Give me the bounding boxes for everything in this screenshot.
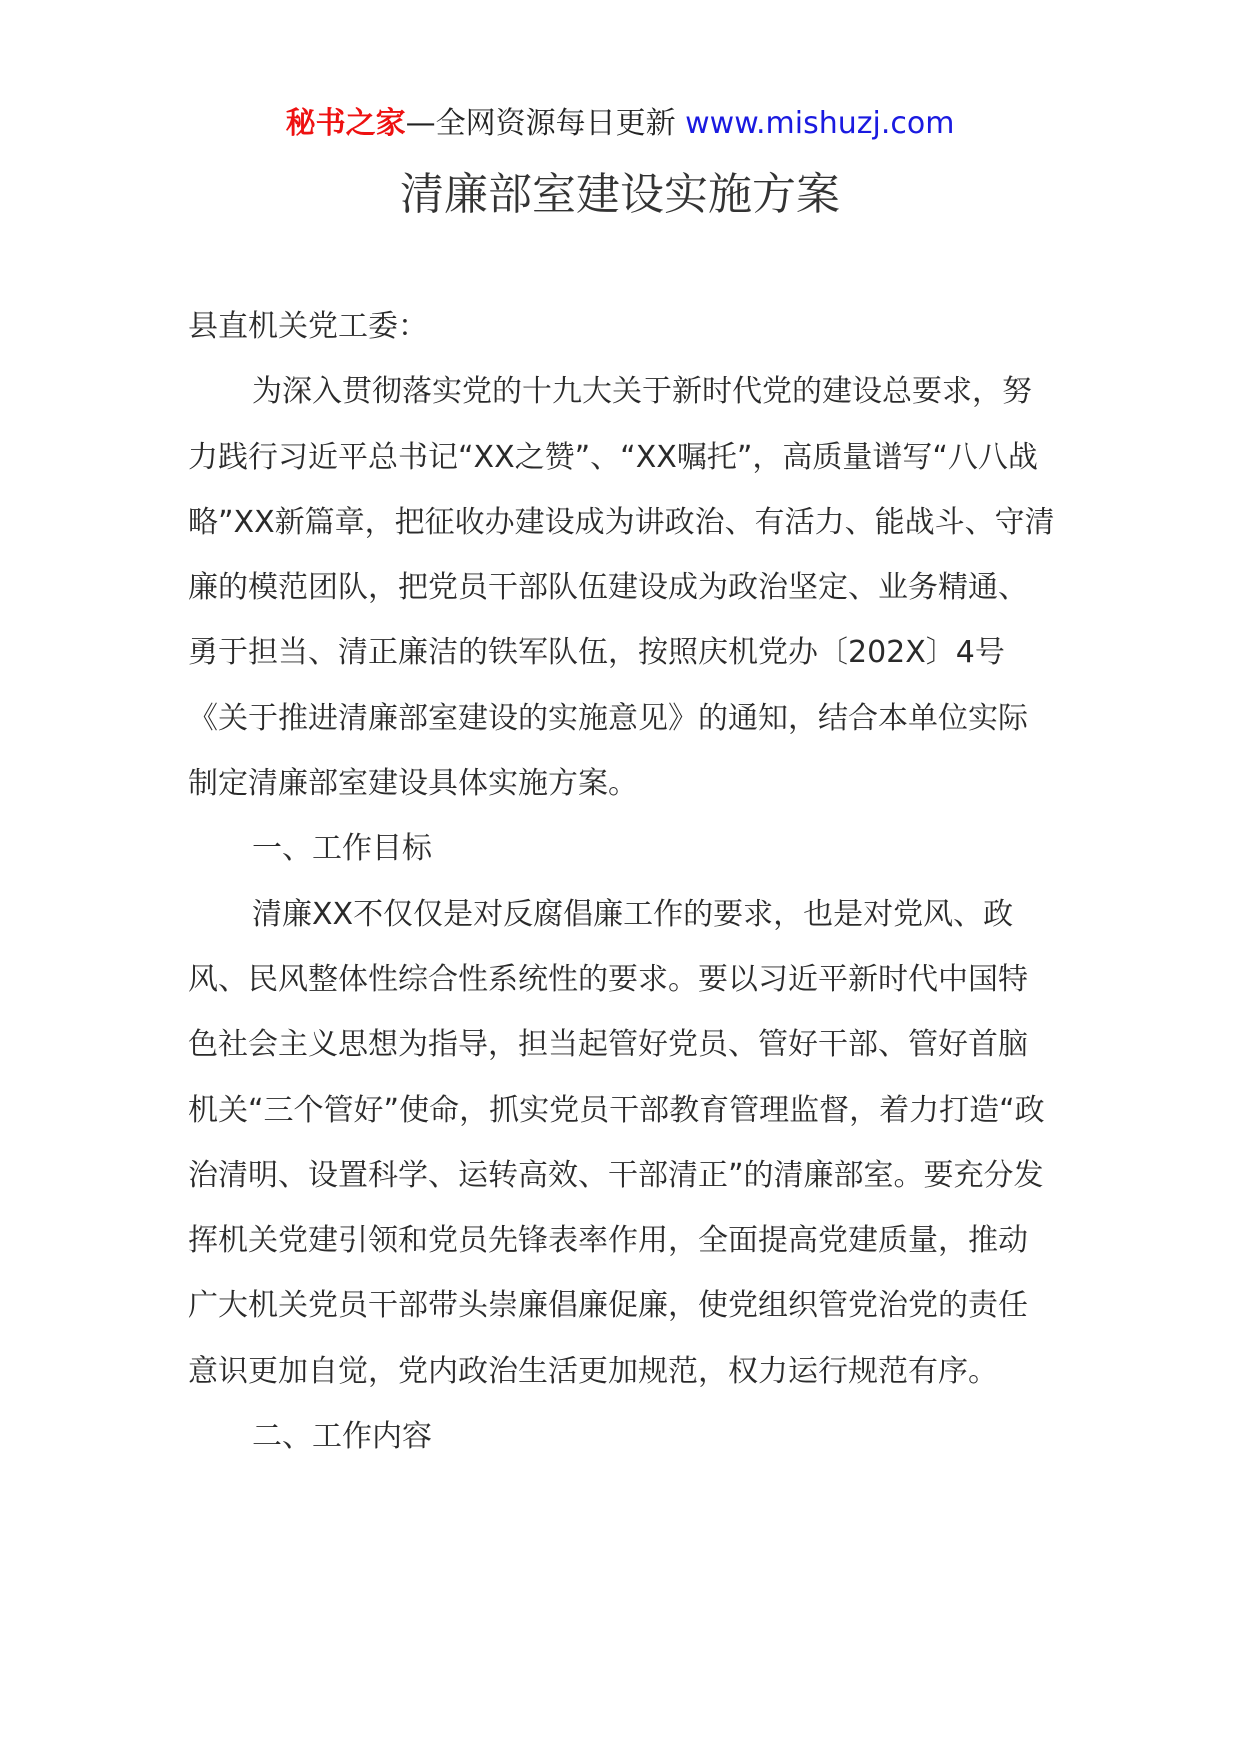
document-body <box>188 294 1056 1469</box>
site-url-link[interactable]: www.mishuzj.com <box>685 106 955 141</box>
section-heading-goals: 一、工作目标 <box>252 831 432 867</box>
intro-paragraph: 为深入贯彻落实党的十九大关于新时代党的建设总要求，努力践行习近平总书记“XX之赞”、“XX嘱托”，高质量谱写“八八战略”XX新篇章，把征收办建设成为讲政治、有活力、能战斗、守清廉的模范团队，把党员干部队伍建设成为政治坚定、业务精通、勇于担当、清正廉洁的铁军队伍，按照庆机党办〔202X〕4号《关于推进清廉部室建设的实施意见》的通知，结合本单位实际制定清廉部室建设具体实施方案。 <box>188 374 1055 802</box>
site-header <box>0 102 1240 146</box>
goals-paragraph: 清廉XX不仅仅是对反腐倡廉工作的要求，也是对党风、政风、民风整体性综合性系统性的要求。要以习近平新时代中国特色社会主义思想为指导，担当起管好党员、管好干部、管好首脑机关“三个管好”使命，抓实党员干部教育管理监督，着力打造“政治清明、设置科学、运转高效、干部清正”的清廉部室。要充分发挥机关党建引领和党员先锋表率作用，全面提高党建质量，推动广大机关党员干部带头崇廉倡廉促廉，使党组织管党治党的责任意识更加自觉，党内政治生活更加规范，权力运行规范有序。 <box>188 896 1045 1389</box>
brand-name: 秘书之家 <box>285 106 406 141</box>
document-title: 清廉部室建设实施方案 <box>400 169 840 220</box>
section-heading-content: 二、工作内容 <box>252 1419 432 1455</box>
header-tagline: —全网资源每日更新 <box>405 106 676 141</box>
salutation: 县直机关党工委： <box>188 309 428 344</box>
